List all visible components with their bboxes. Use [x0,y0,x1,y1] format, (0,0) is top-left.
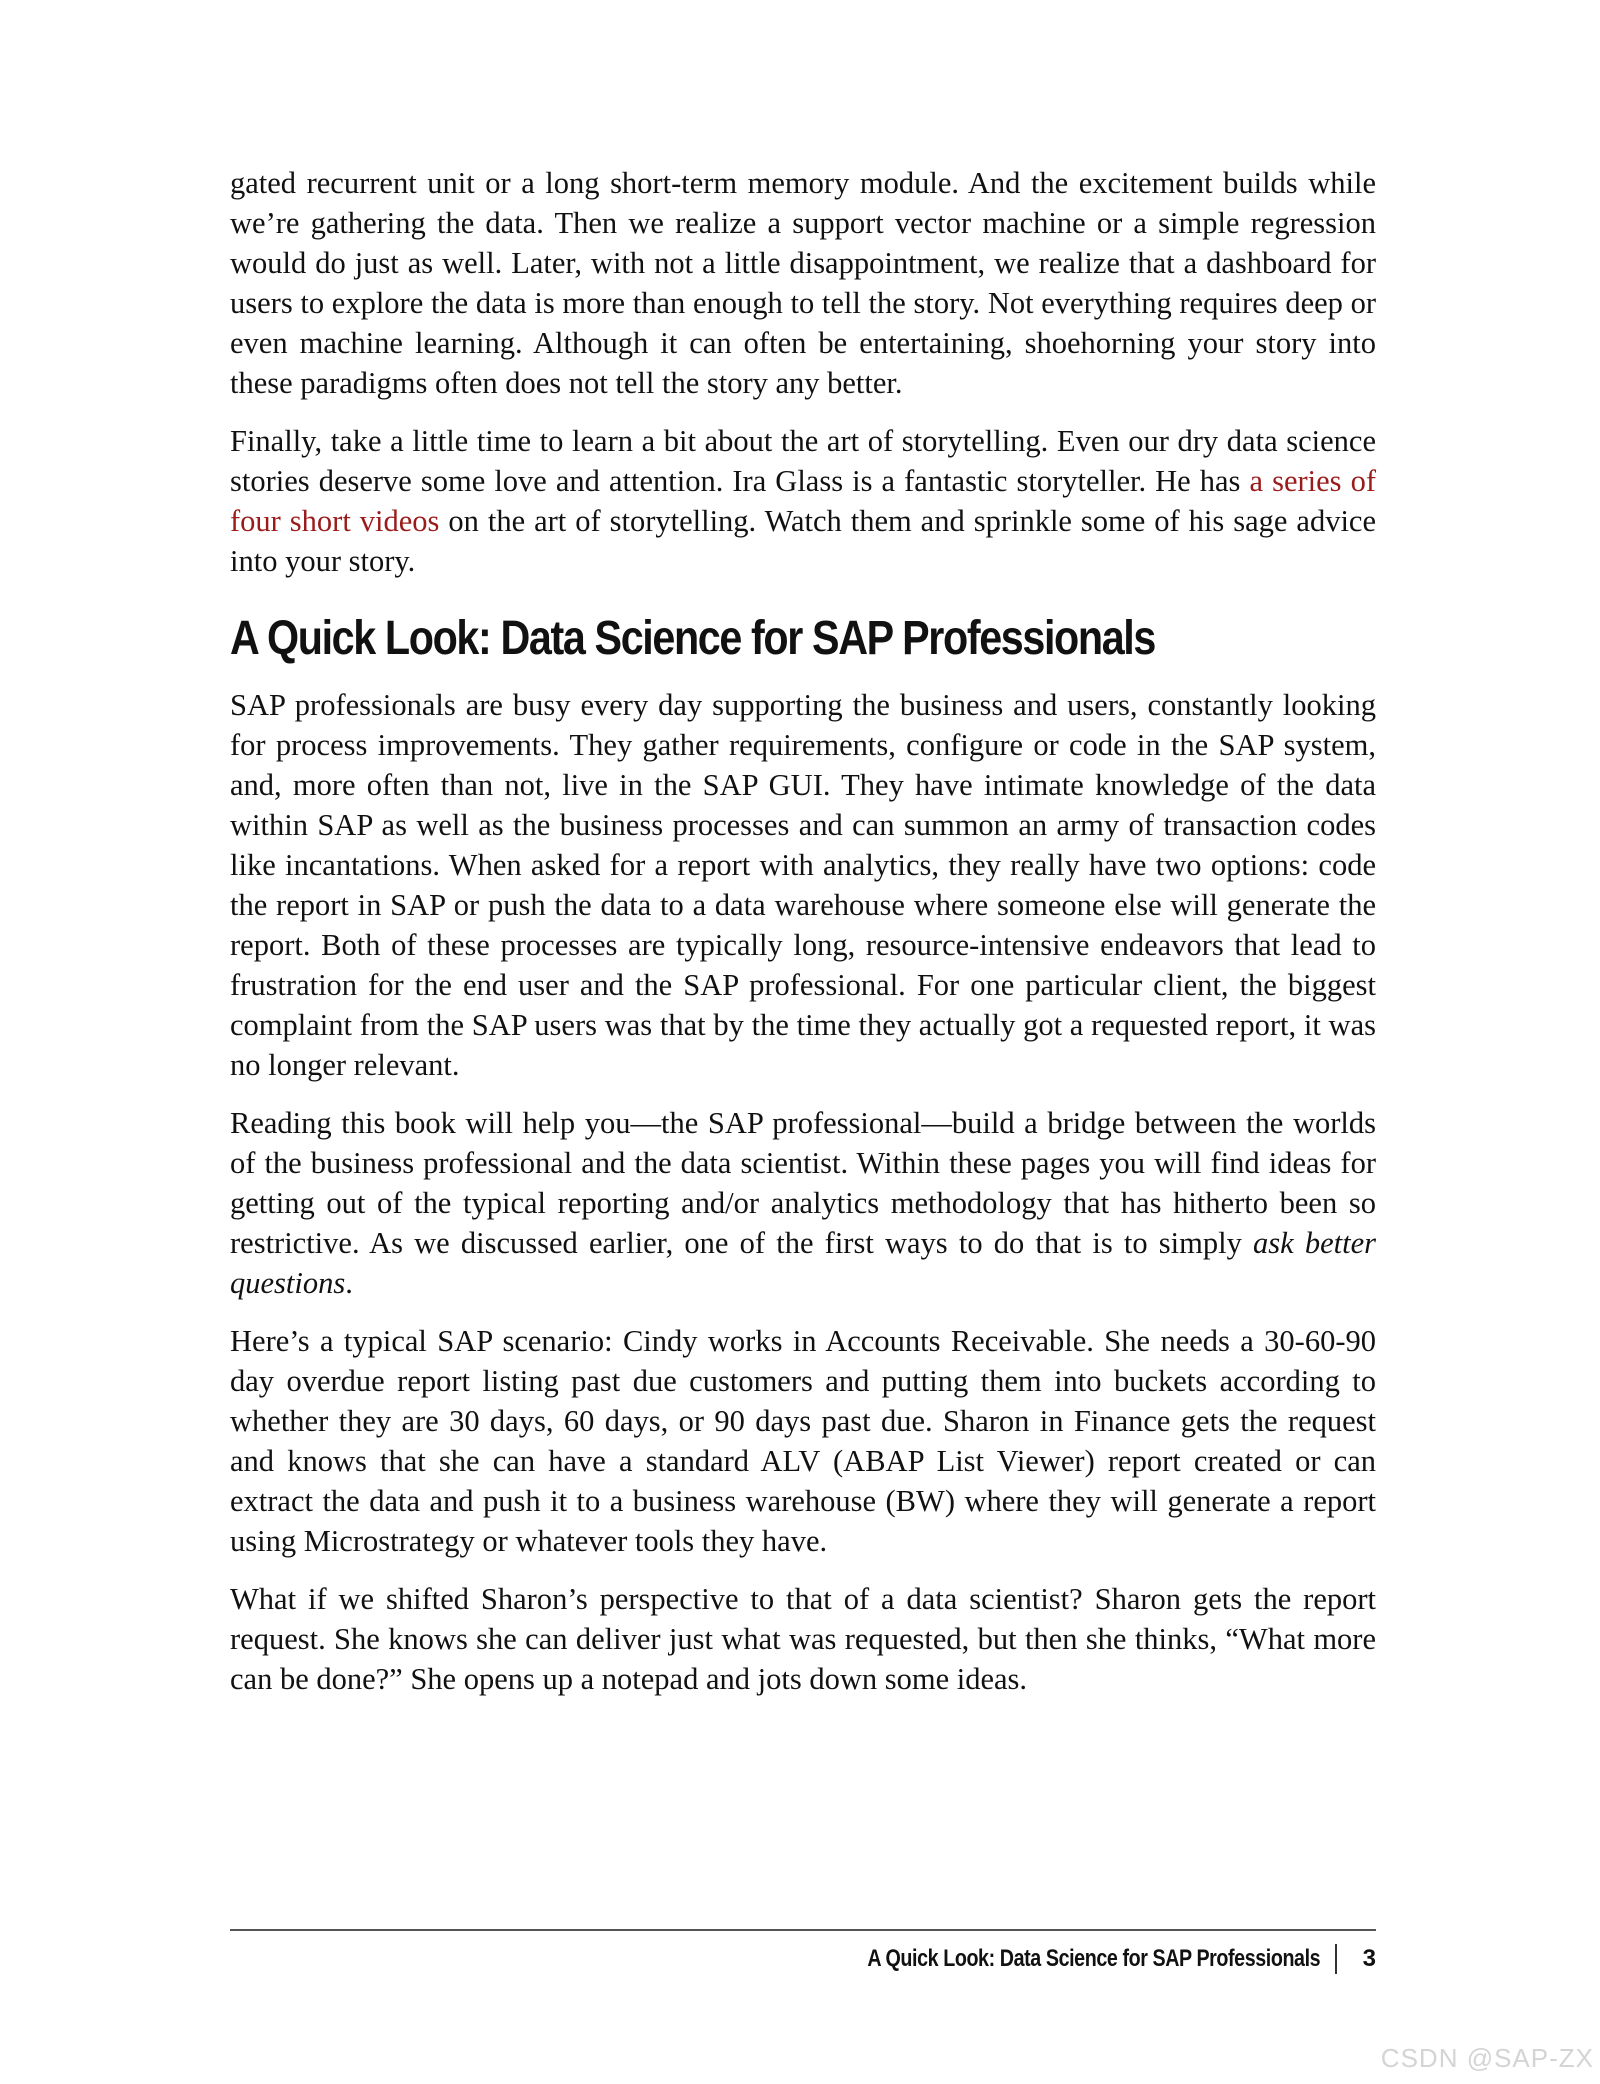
paragraph-bridge [230,1103,1376,1303]
paragraph-sap-scenario: Here’s a typical SAP scenario: Cindy works in Accounts Receivable. She needs a 30-60-90 day overdue report listing past due customers and putting them into buckets according to whether they are 30 days, 60 days, or 90 days past due. Sharon in Finance gets the request and knows that she can have a standard ALV (ABAP List Viewer) report created or can extract the data and push it to a business warehouse (BW) where they will generate a report using Microstrategy or whatever tools they have. [230,1324,1376,1558]
text-column [230,163,1376,1717]
emphasis-ask-better-questions: ask better questions [230,1226,1376,1300]
paragraph-storytelling-text-2: on the art of storytelling. Watch them and sprinkle some of his sage advice into your story. [230,504,1376,578]
section-heading: A Quick Look: Data Science for SAP Professionals [230,612,1155,665]
paragraph-bridge-text: Reading this book will help you—the SAP professional—build a bridge between the worlds of the business professional and the data scientist. Within these pages you will find ideas for getting out of the typical reporting and/or analytics methodology that has hitherto been so restrictive. As we discussed earlier, one of the first ways to do that is to simply [230,1106,1376,1260]
page-number: 3 [1362,1945,1376,1972]
watermark: CSDN @SAP-ZX [1380,2043,1594,2073]
paragraph-storytelling-text-1: Finally, take a little time to learn a bit about the art of storytelling. Even our dry data science stories deserve some love and attention. Ira Glass is a fantastic storyteller. He has [230,424,1376,498]
footer-divider [230,1929,1376,1931]
footer-separator [1335,1944,1337,1974]
running-title: A Quick Look: Data Science for SAP Professionals [867,1945,1321,1972]
paragraph-deep-learning-intro: gated recurrent unit or a long short-term memory module. And the excitement builds while we’re gathering the data. Then we realize a support vector machine or a simple regression would do just as well. Later, with not a little disappointment, we realize that a dashboard for users to explore the data is more than enough to tell the story. Not everything requires deep or even machine learning. Although it can often be entertaining, shoehorning your story into these paradigms often does not tell the story any better. [230,166,1376,400]
page-footer [768,1944,1376,1974]
paragraph-bridge-end: . [345,1266,353,1300]
paragraph-data-scientist-perspective: What if we shifted Sharon’s perspective to that of a data scientist? Sharon gets the report request. She knows she can deliver just what was requested, but then she thinks, “What more can be done?” She opens up a notepad and jots down some ideas. [230,1582,1376,1696]
paragraph-sap-professionals: SAP professionals are busy every day supporting the business and users, constantly looking for process improvements. They gather requirements, configure or code in the SAP system, and, more often than not, live in the SAP GUI. They have intimate knowledge of the data within SAP as well as the business processes and can summon an army of transaction codes like incantations. When asked for a report with analytics, they really have two options: code the report in SAP or push the data to a data warehouse where someone else will generate the report. Both of these processes are typically long, resource-intensive endeavors that lead to frustration for the end user and the SAP professional. For one particular client, the biggest complaint from the SAP users was that by the time they actually got a requested report, it was no longer relevant. [230,688,1376,1082]
ira-glass-videos-link[interactable]: a series of four short videos [230,464,1376,538]
paragraph-storytelling [230,421,1376,581]
